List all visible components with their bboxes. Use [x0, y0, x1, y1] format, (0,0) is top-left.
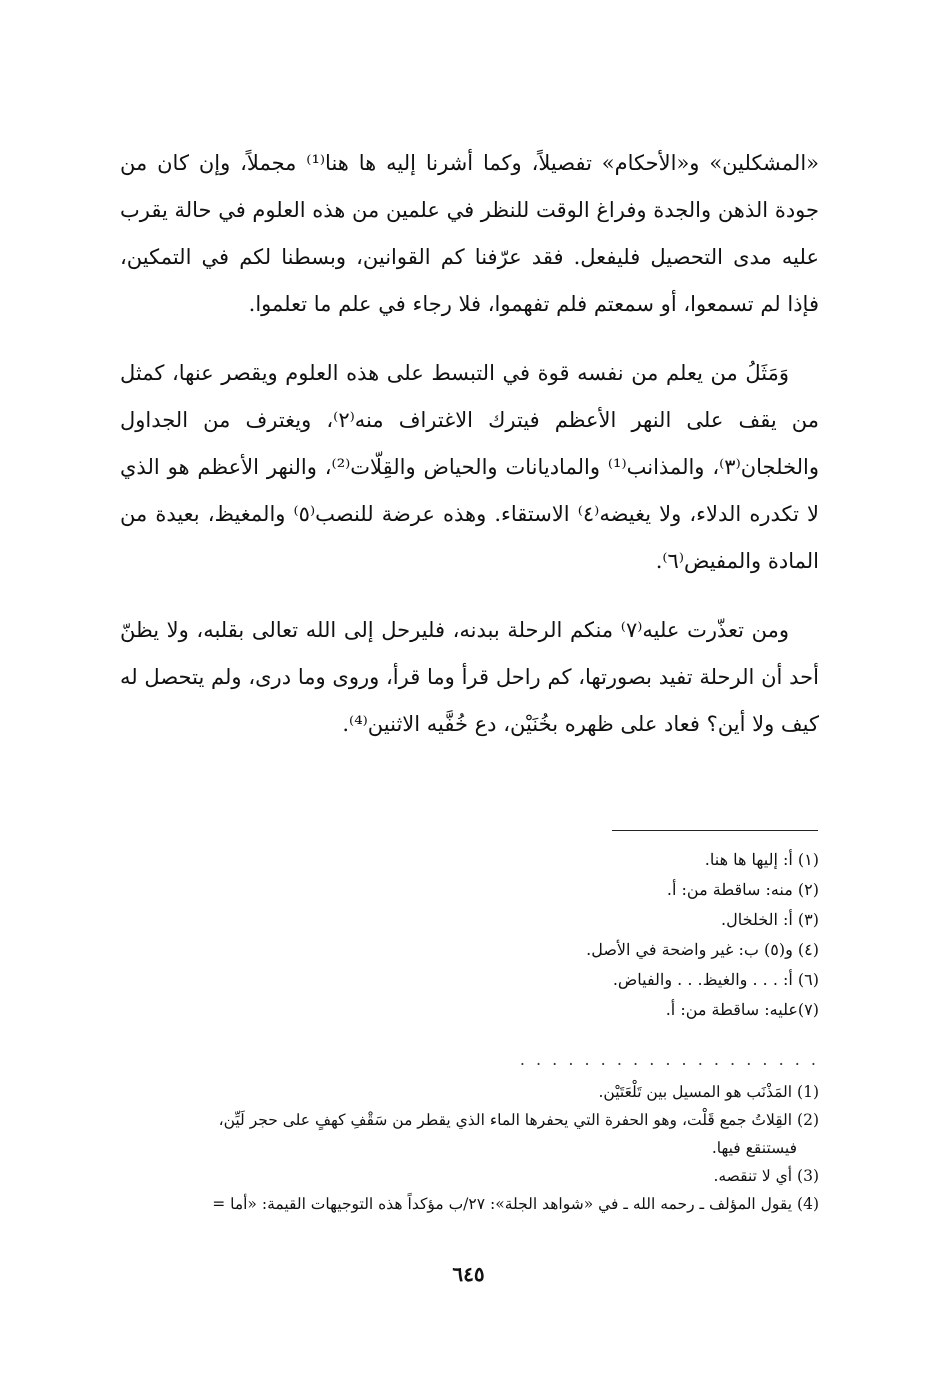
footnote-variant-1: (١) أ: إليها ها هنا.	[704, 850, 819, 869]
page-number: ٦٤٥	[452, 1262, 485, 1286]
footnote-variant-2: (٢) منه: ساقطة من: أ.	[666, 880, 819, 899]
variant-footnotes	[120, 845, 819, 1025]
footnote-editor-3: (3) أي لا تنقصه.	[713, 1167, 819, 1185]
paragraph-1: «المشكلين» و«الأحكام» تفصيلاً، وكما أشرنا إليه ها هنا⁽¹⁾ مجملاً، وإن كان من جودة الذهن والجدة وفراغ الوقت للنظر في علمين من هذه العلوم في حالة يقرب عليه مدى التحصيل فليفعل. فقد عرّفنا كم القوانين، وبسطنا لكم في التمكين، فإذا لم تسمعوا، أو سمعتم فلم تفهموا، فلا رجاء في علم ما تعلموا.	[120, 151, 820, 316]
footnote-editor-2: (2) القِلاتُ جمع قَلْت، وهو الحفرة التي يحفرها الماء الذي يقطر من سَقْفِ كهفٍ على حجر لَيِّن،	[218, 1111, 819, 1129]
editor-footnotes	[110, 1078, 819, 1218]
footnote-editor-1: (1) المَذْنَب هو المسيل بين تَلْعَتَيْن.	[598, 1083, 819, 1101]
footnote-variant-6: (٧)عليه: ساقطة من: أ.	[665, 1000, 819, 1019]
footnote-variant-3: (٣) أ: الخلخال.	[721, 910, 819, 929]
footnote-editor-2-continued: فيستنقع فيها.	[711, 1139, 797, 1157]
paragraph-3: ومن تعذّرت عليه⁽٧⁾ منكم الرحلة ببدنه، فليرحل إلى الله تعالى بقلبه، ولا يظنّ أحد أن الرحلة تفيد بصورتها، كم راحل قرأ وما قرأ، وروى وما درى، ولم يتحصل له كيف ولا أين؟ فعاد على ظهره بخُنَيْن، دع خُفَّيه الاثنين⁽⁴⁾.	[120, 618, 819, 736]
footnote-variant-5: (٦) أ: . . . والغيظ. . . والفياض.	[612, 970, 819, 989]
paragraph-2: وَمَثَلُ من يعلم من نفسه قوة في التبسط على هذه العلوم ويقصر عنها، كمثل من يقف على النهر الأعظم فيترك الاغتراف منه⁽٢⁾، ويغترف من الجداول والخلجان⁽٣⁾، والمذانب⁽¹⁾ والماديانات والحياض والقِلّات⁽²⁾، والنهر الأعظم هو الذي لا تكدره الدلاء، ولا يغيضه⁽٤⁾ الاستقاء. وهذه عرضة للنصب⁽٥⁾ والمغيظ، بعيدة من المادة والمفيض⁽٦⁾.	[120, 361, 819, 573]
footnote-editor-4: (4) يقول المؤلف ـ رحمه الله ـ في «شواهد الجلة»: ٢٧/ب مؤكداً هذه التوجيهات القيمة: «أما =	[212, 1195, 819, 1213]
footnote-separator-line	[612, 830, 818, 831]
main-text	[120, 140, 819, 770]
footnote-variant-4: (٤) و(٥) ب: غير واضحة في الأصل.	[586, 940, 819, 959]
dotted-separator: . . . . . . . . . . . . . . . . . . .	[519, 1050, 819, 1069]
